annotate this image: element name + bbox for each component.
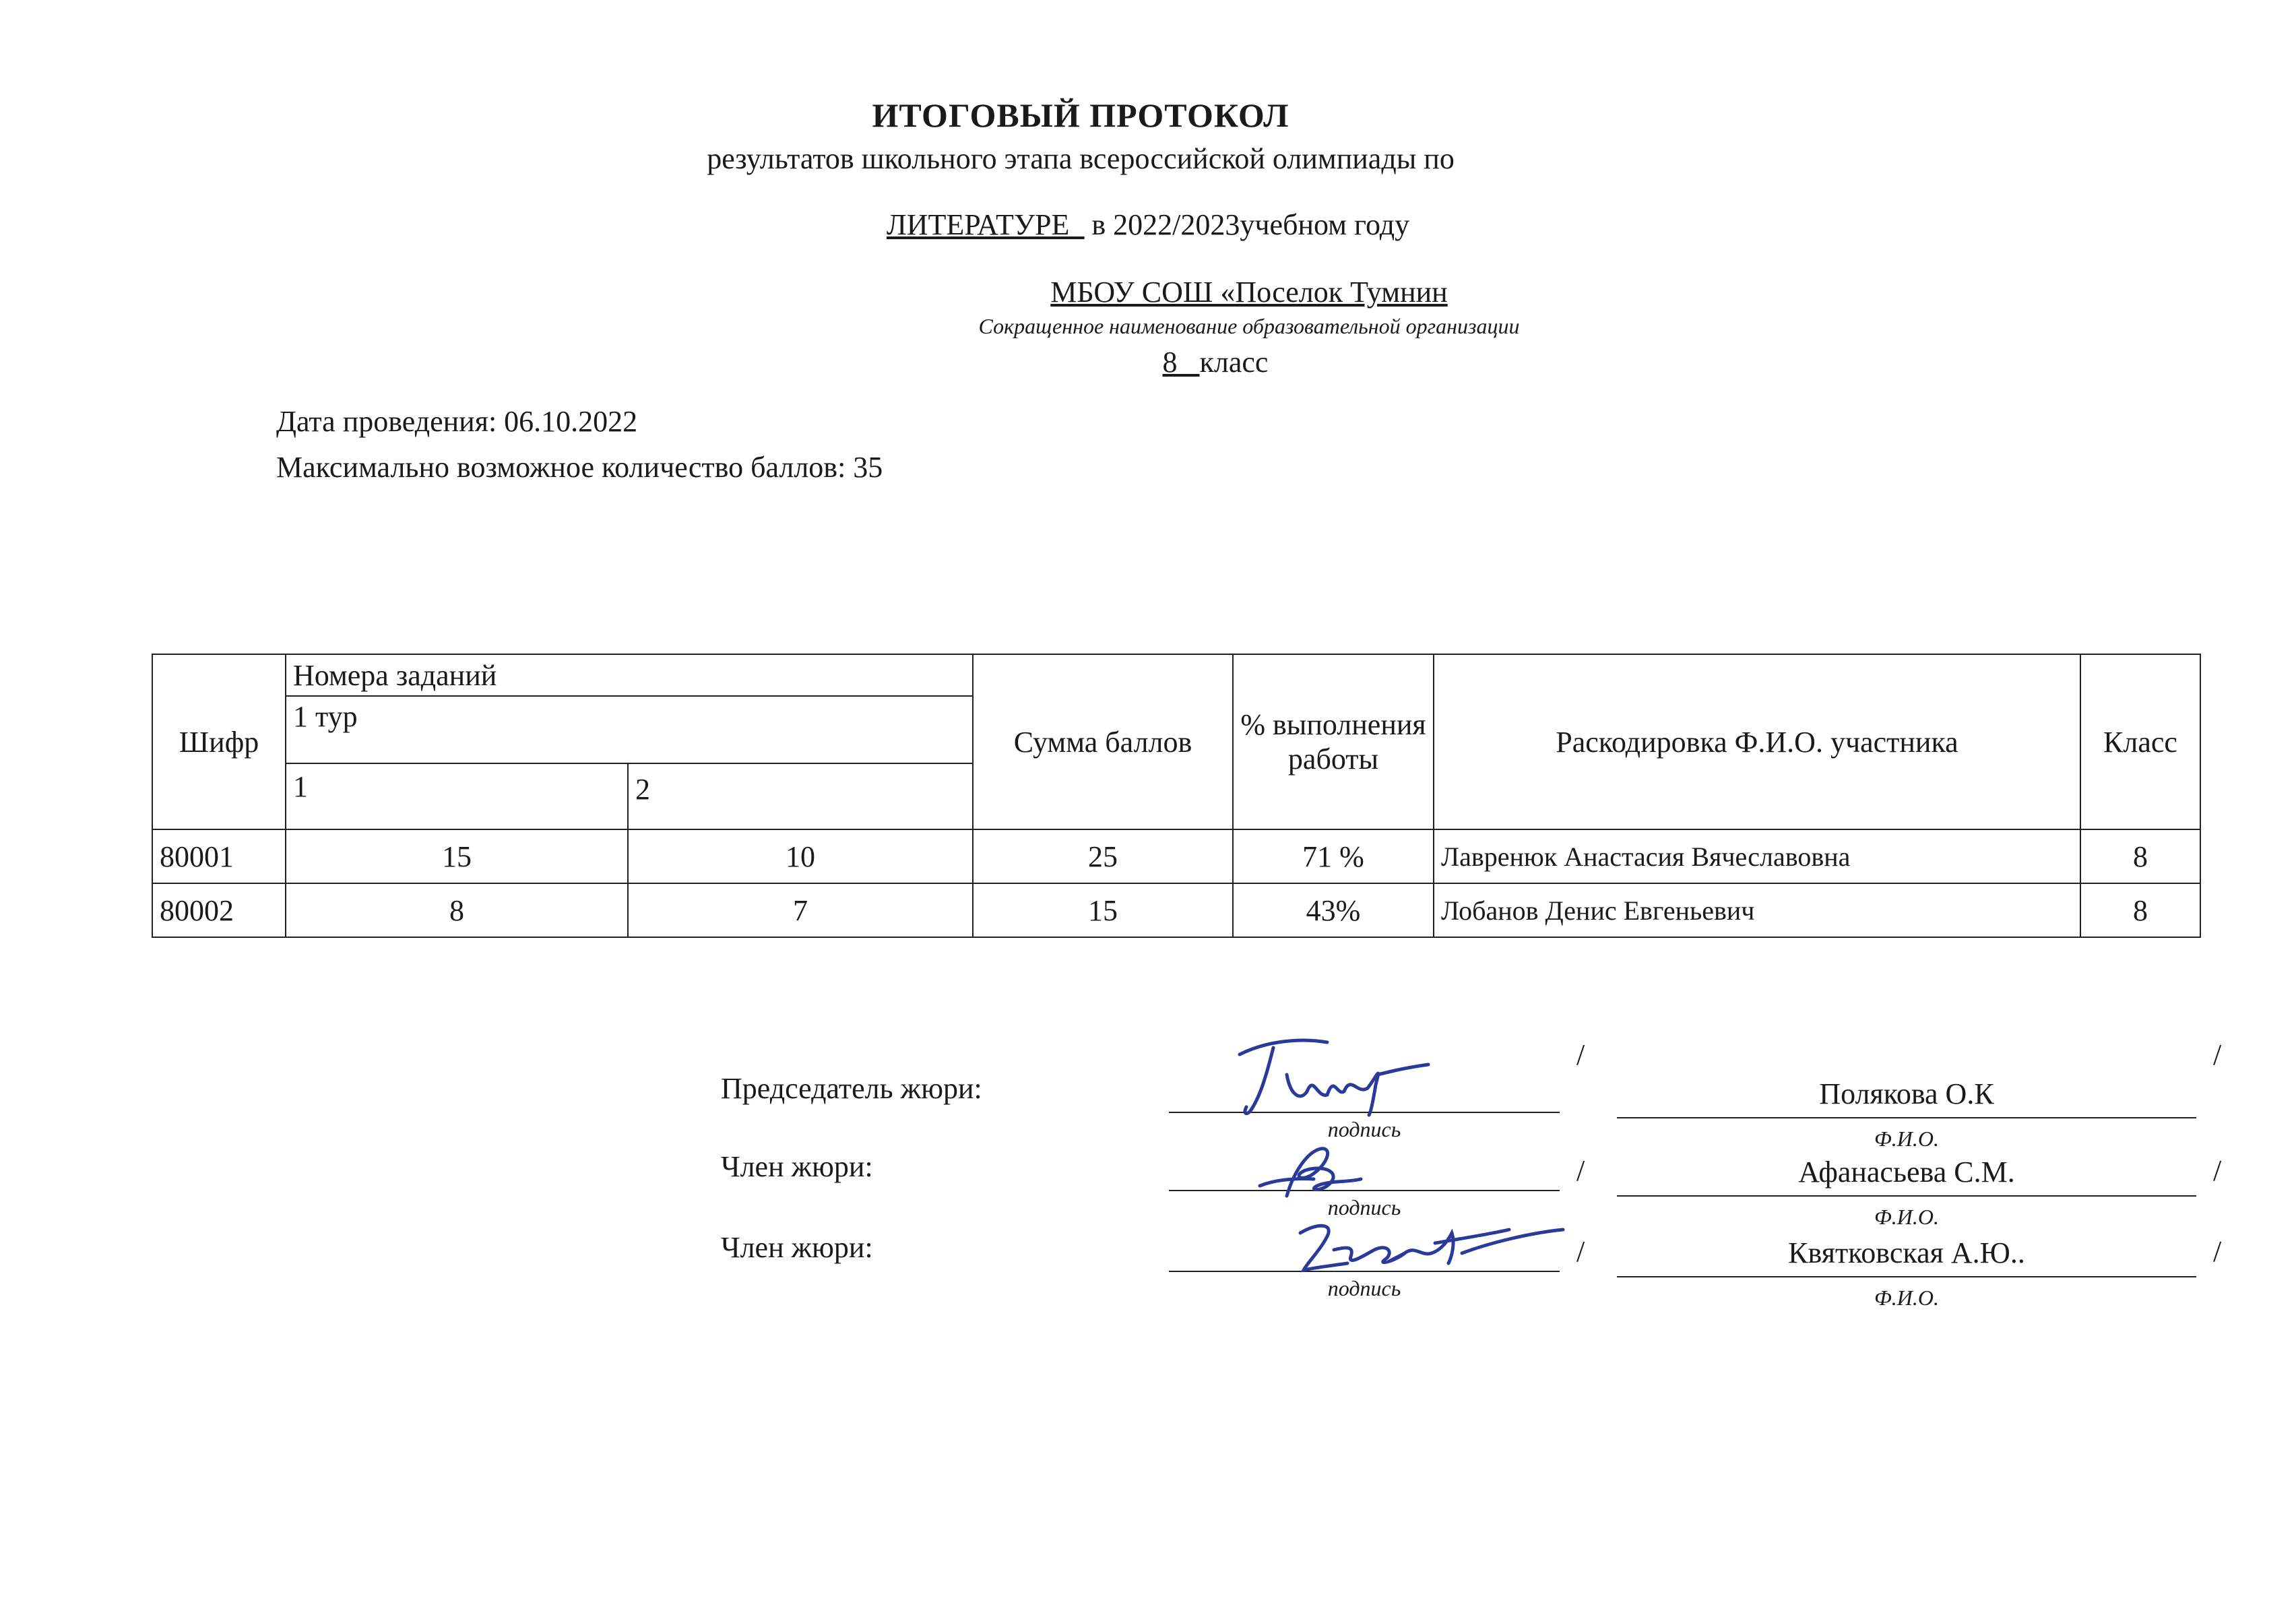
table-row [152, 829, 2200, 883]
school-name: МБОУ СОШ «Поселок Тумнин [1050, 276, 1448, 309]
cell-sum: 25 [973, 829, 1233, 883]
document-subtitle: результатов школьного этапа всероссийской олимпиады по [707, 142, 1455, 175]
chair-name-line [1617, 1117, 2196, 1118]
event-date: Дата проведения: 06.10.2022 [276, 405, 638, 438]
academic-year: в 2022/2023учебном году [1084, 208, 1410, 241]
header-cipher: Шифр [152, 654, 286, 829]
member1-slash-left: / [1576, 1154, 1585, 1187]
school-caption: Сокращенное наименование образовательной организации [978, 314, 1520, 338]
chair-signature-icon [1226, 1034, 1442, 1122]
header-decoding: Раскодировка Ф.И.О. участника [1434, 654, 2080, 829]
header-task2: 2 [628, 763, 973, 829]
cell-task1: 15 [286, 829, 628, 883]
chair-label: Председатель жюри: [721, 1072, 982, 1105]
chair-slash-left: / [1576, 1038, 1585, 1071]
cell-sum: 15 [973, 883, 1233, 937]
cell-participant-name: Лавренюк Анастасия Вячеславовна [1434, 829, 2080, 883]
header-row-1 [152, 654, 2200, 696]
max-points: Максимально возможное количество баллов: 35 [276, 451, 883, 484]
subject-line [744, 208, 1552, 242]
member2-slash-right: / [2213, 1235, 2222, 1268]
member1-signature-caption: подпись [1327, 1195, 1401, 1220]
member1-name-line [1617, 1195, 2196, 1197]
chair-signature-caption: подпись [1327, 1117, 1401, 1141]
member1-label: Член жюри: [721, 1150, 873, 1183]
header-percent: % выполнения работы [1233, 654, 1434, 829]
member2-fio-caption: Ф.И.О. [1874, 1286, 1939, 1310]
document-title: ИТОГОВЫЙ ПРОТОКОЛ [872, 96, 1289, 134]
member2-label: Член жюри: [721, 1231, 873, 1264]
header-sum: Сумма баллов [973, 654, 1233, 829]
member2-signature-caption: подпись [1327, 1276, 1401, 1300]
header-round: 1 тур [286, 696, 973, 763]
header-grade: Класс [2080, 654, 2200, 829]
results-table [152, 654, 2201, 938]
chair-slash-right: / [2213, 1038, 2222, 1071]
cell-grade: 8 [2080, 829, 2200, 883]
chair-name: Полякова О.К [1819, 1077, 1994, 1110]
table-row [152, 883, 2200, 937]
grade-word: класс [1199, 346, 1269, 379]
member2-signature-icon [1287, 1213, 1570, 1287]
cell-percent: 43% [1233, 883, 1434, 937]
member1-fio-caption: Ф.И.О. [1874, 1205, 1939, 1229]
cell-cipher: 80001 [152, 829, 286, 883]
header-task1: 1 [286, 763, 628, 829]
cell-percent: 71 % [1233, 829, 1434, 883]
member1-slash-right: / [2213, 1154, 2222, 1187]
chair-fio-caption: Ф.И.О. [1874, 1127, 1939, 1151]
cell-cipher: 80002 [152, 883, 286, 937]
grade-number: 8 [1162, 346, 1178, 379]
member2-slash-left: / [1576, 1235, 1585, 1268]
cell-task2: 10 [628, 829, 973, 883]
cell-task2: 7 [628, 883, 973, 937]
member1-signature-icon [1246, 1139, 1381, 1206]
grade-line [1013, 345, 1417, 379]
cell-grade: 8 [2080, 883, 2200, 937]
subject-name: ЛИТЕРАТУРЕ_ [886, 208, 1085, 241]
header-task-numbers: Номера заданий [286, 654, 973, 696]
member1-name: Афанасьева С.М. [1798, 1155, 2015, 1189]
member2-name-line [1617, 1276, 2196, 1277]
member2-name: Квятковская А.Ю.. [1788, 1236, 2025, 1269]
cell-task1: 8 [286, 883, 628, 937]
cell-participant-name: Лобанов Денис Евгеньевич [1434, 883, 2080, 937]
